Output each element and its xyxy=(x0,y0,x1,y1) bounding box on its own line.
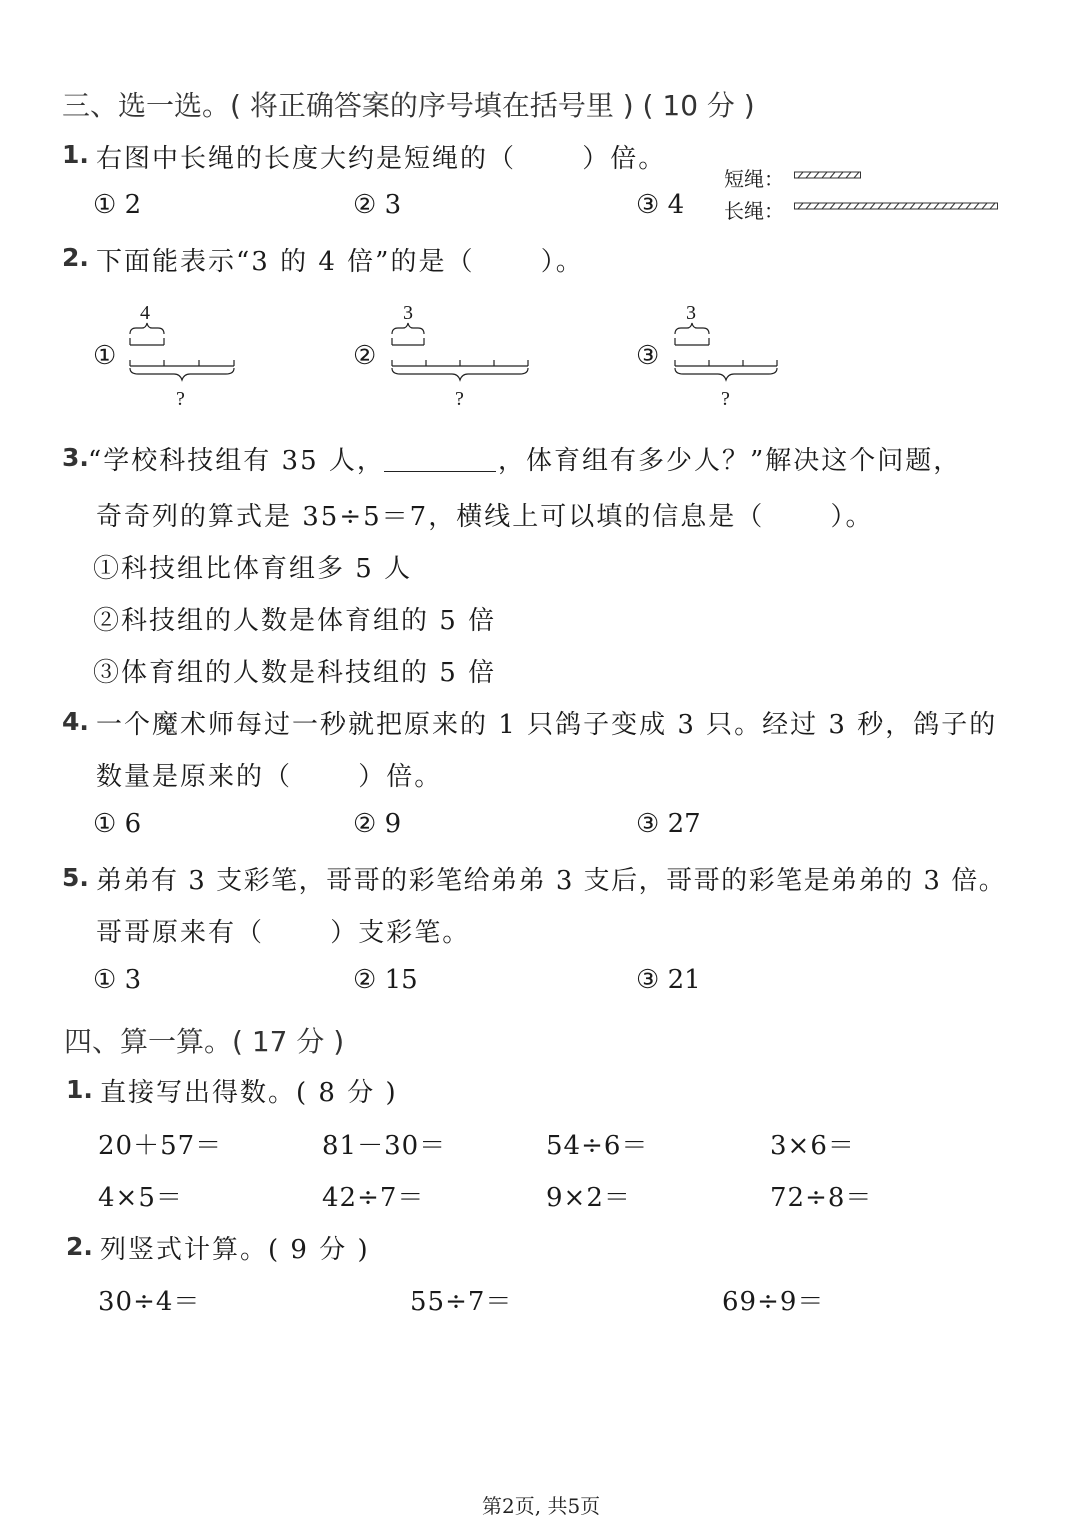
calc-item: 4×5＝ xyxy=(98,1183,183,1213)
calc-item: 54÷6＝ xyxy=(546,1131,649,1161)
q2-text: 下面能表示“3 的 4 倍”的是（ ）。 xyxy=(96,247,584,277)
diagram-1-bottom-label: ? xyxy=(176,388,185,410)
diagram-2-bottom-label: ? xyxy=(455,388,464,410)
q1-text: 右图中长绳的长度大约是短绳的（ ）倍。 xyxy=(96,144,667,174)
q4-option-2[interactable]: ② 9 xyxy=(353,809,402,839)
vertical-calc-item: 69÷9＝ xyxy=(722,1287,825,1317)
s4-q2-number: 2. xyxy=(66,1232,93,1261)
section-4-title: 四、算一算。( 17 分 ) xyxy=(64,1025,345,1058)
q5-line1: 弟弟有 3 支彩笔，哥哥的彩笔给弟弟 3 支后，哥哥的彩笔是弟弟的 3 倍。 xyxy=(96,866,1007,896)
q5-option-1[interactable]: ① 3 xyxy=(93,965,142,995)
q2-option-3[interactable]: ③ xyxy=(636,341,660,371)
long-rope-figure xyxy=(794,202,1004,212)
q4-line2: 数量是原来的（ ）倍。 xyxy=(96,762,443,792)
q2-option-2[interactable]: ② xyxy=(353,341,377,371)
q4-number: 4. xyxy=(62,707,89,736)
q3-blank-line[interactable] xyxy=(384,471,496,472)
diagram-2-bar xyxy=(390,326,535,386)
q3-option-3[interactable]: ③体育组的人数是科技组的 5 倍 xyxy=(93,658,497,688)
diagram-3-top-label: 3 xyxy=(686,302,696,324)
calc-item: 72÷8＝ xyxy=(770,1183,873,1213)
q3-option-1[interactable]: ①科技组比体育组多 5 人 xyxy=(93,554,413,584)
diagram-1-bar xyxy=(128,326,240,386)
diagram-3-bar xyxy=(673,326,785,386)
q3-line2: 奇奇列的算式是 35÷5＝7，横线上可以填的信息是（ ）。 xyxy=(96,502,874,532)
page-footer: 第2页, 共5页 xyxy=(482,1494,601,1518)
q5-number: 5. xyxy=(62,863,89,892)
section-3-title: 三、选一选。( 将正确答案的序号填在括号里 ) ( 10 分 ) xyxy=(62,89,755,122)
q1-number: 1. xyxy=(62,140,89,169)
calc-item: 9×2＝ xyxy=(546,1183,631,1213)
diagram-3-bottom-label: ? xyxy=(721,388,730,410)
q4-option-3[interactable]: ③ 27 xyxy=(636,809,701,839)
q3-number: 3. xyxy=(62,443,89,472)
q3-option-2[interactable]: ②科技组的人数是体育组的 5 倍 xyxy=(93,606,497,636)
q1-option-2[interactable]: ② 3 xyxy=(353,190,402,220)
q5-line2: 哥哥原来有（ ）支彩笔。 xyxy=(96,918,471,948)
long-rope-label: 长绳： xyxy=(724,199,784,223)
calc-item: 3×6＝ xyxy=(770,1131,855,1161)
q2-number: 2. xyxy=(62,243,89,272)
s4-q2-text: 列竖式计算。( 9 分 ) xyxy=(100,1235,370,1265)
diagram-2-top-label: 3 xyxy=(403,302,413,324)
s4-q1-number: 1. xyxy=(66,1075,93,1104)
q5-option-2[interactable]: ② 15 xyxy=(353,965,418,995)
q3-line1-b: ，体育组有多少人？”解决这个问题， xyxy=(498,446,962,476)
vertical-calc-item: 55÷7＝ xyxy=(410,1287,513,1317)
q4-line1: 一个魔术师每过一秒就把原来的 1 只鸽子变成 3 只。经过 3 秒，鸽子的 xyxy=(96,710,998,740)
short-rope-figure xyxy=(794,171,864,181)
vertical-calc-item: 30÷4＝ xyxy=(98,1287,201,1317)
calc-item: 42÷7＝ xyxy=(322,1183,425,1213)
q5-option-3[interactable]: ③ 21 xyxy=(636,965,701,995)
q1-option-1[interactable]: ① 2 xyxy=(93,190,142,220)
q2-option-1[interactable]: ① xyxy=(93,341,117,371)
q1-option-3[interactable]: ③ 4 xyxy=(636,190,685,220)
short-rope-label: 短绳： xyxy=(724,167,784,191)
calc-item: 20＋57＝ xyxy=(98,1131,223,1161)
diagram-1-top-label: 4 xyxy=(140,302,150,324)
s4-q1-text: 直接写出得数。( 8 分 ) xyxy=(100,1078,398,1108)
q4-option-1[interactable]: ① 6 xyxy=(93,809,142,839)
q3-line1-a: “学校科技组有 35 人， xyxy=(88,446,385,476)
calc-item: 81－30＝ xyxy=(322,1131,447,1161)
